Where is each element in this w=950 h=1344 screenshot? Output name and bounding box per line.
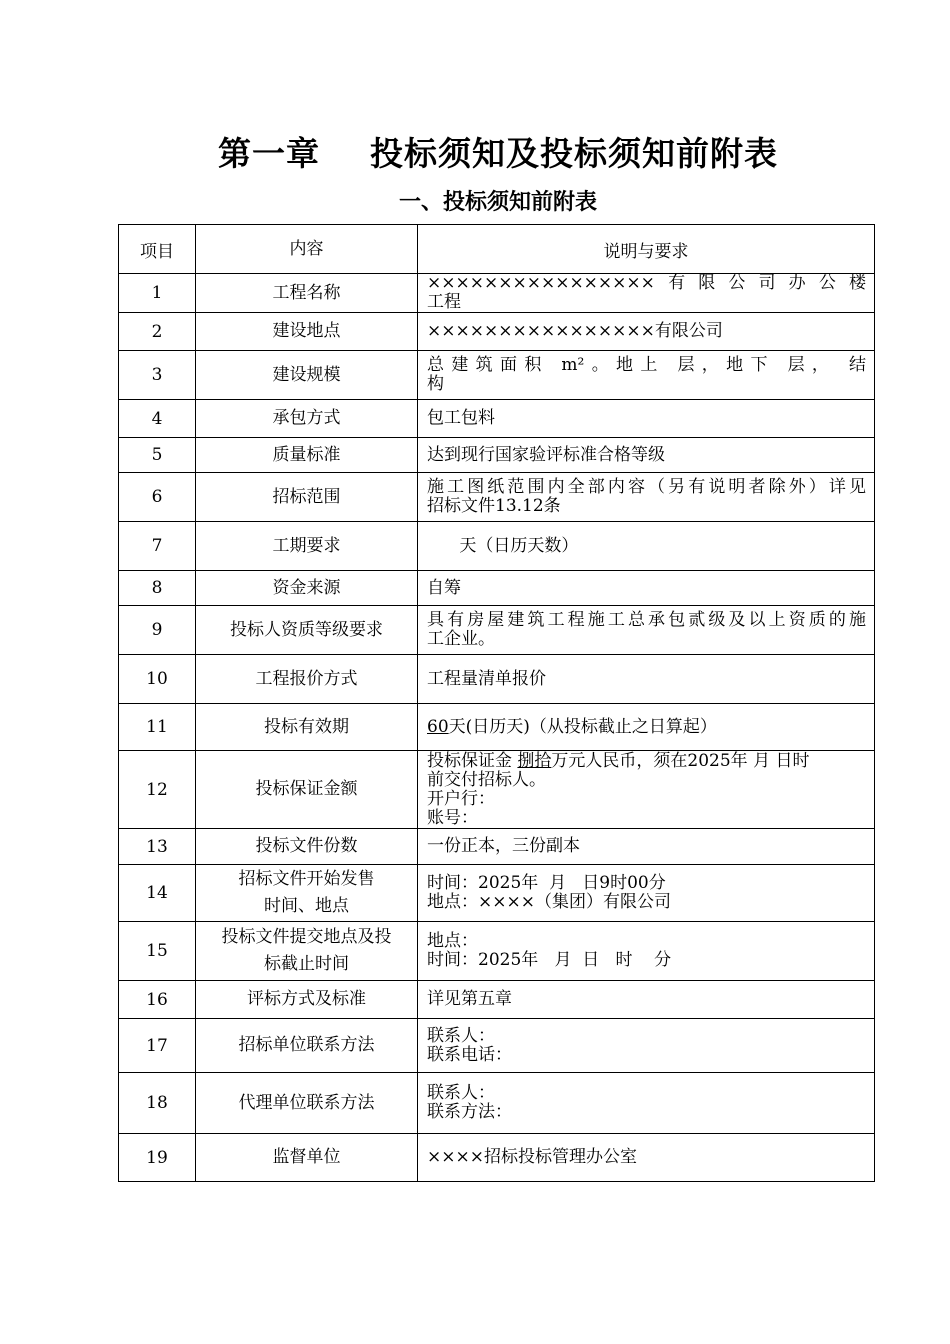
description-prefix: 投标保证金 bbox=[427, 750, 518, 771]
row-item bbox=[196, 1134, 418, 1182]
table-row bbox=[119, 655, 875, 704]
row-description bbox=[418, 1134, 875, 1182]
table-row bbox=[119, 981, 875, 1019]
description-line: 前交付招标人。 bbox=[427, 769, 546, 790]
item-line: 投标文件提交地点及投 bbox=[221, 927, 392, 947]
table-row bbox=[119, 571, 875, 606]
item-line: 招标文件开始发售 bbox=[238, 869, 375, 889]
table-row bbox=[119, 522, 875, 571]
item-line: 投标文件份数 bbox=[255, 836, 358, 856]
row-number: 8 bbox=[119, 571, 196, 606]
item-line: 质量标准 bbox=[272, 444, 341, 465]
row-number: 13 bbox=[119, 829, 196, 865]
row-number: 7 bbox=[119, 522, 196, 571]
row-number: 1 bbox=[119, 274, 196, 313]
description-line: 一份正本，三份副本 bbox=[427, 836, 580, 856]
table-row bbox=[119, 1073, 875, 1134]
description-line: 时间：2025年 月 日 时 分 bbox=[427, 950, 672, 970]
row-item bbox=[196, 829, 418, 865]
row-description bbox=[418, 473, 875, 522]
row-number: 6 bbox=[119, 473, 196, 522]
row-number: 19 bbox=[119, 1134, 196, 1182]
row-item bbox=[196, 351, 418, 400]
item-line: 资金来源 bbox=[272, 577, 341, 598]
description-line: ××××××××××××××××有限公司 bbox=[427, 321, 723, 341]
row-description bbox=[418, 400, 875, 438]
item-line: 评标方式及标准 bbox=[247, 989, 366, 1009]
tender-notice-table bbox=[118, 224, 875, 1182]
row-description bbox=[418, 571, 875, 606]
section-title: 一、投标须知前附表 bbox=[398, 189, 597, 215]
item-line: 建设规模 bbox=[272, 364, 341, 385]
description-line bbox=[427, 752, 866, 771]
description-line: 账号： bbox=[427, 807, 478, 828]
description-line: 详见第五章 bbox=[427, 989, 512, 1009]
table-row bbox=[119, 473, 875, 522]
description-line: 联系方法： bbox=[427, 1102, 512, 1122]
row-number: 10 bbox=[119, 655, 196, 704]
description-line: 联系人： bbox=[427, 1025, 495, 1046]
row-item bbox=[196, 751, 418, 829]
chapter-title: 第一章 投标须知及投标须知前附表 bbox=[218, 134, 778, 173]
row-description bbox=[418, 981, 875, 1019]
description-line: ××××招标投标管理办公室 bbox=[427, 1147, 637, 1167]
row-description bbox=[418, 1073, 875, 1134]
row-number: 4 bbox=[119, 400, 196, 438]
row-item bbox=[196, 606, 418, 655]
row-item bbox=[196, 522, 418, 571]
row-number: 9 bbox=[119, 606, 196, 655]
table-header-row bbox=[119, 225, 875, 274]
underlined-value: 捌拾 bbox=[517, 750, 552, 771]
row-number: 5 bbox=[119, 438, 196, 473]
description-rest: 万元人民币，须在2025年 月 日时 bbox=[551, 750, 810, 771]
row-item bbox=[196, 981, 418, 1019]
item-line: 投标有效期 bbox=[264, 716, 349, 737]
row-number: 17 bbox=[119, 1019, 196, 1073]
row-item bbox=[196, 922, 418, 981]
description-line: 工企业。 bbox=[427, 629, 495, 649]
row-item bbox=[196, 704, 418, 751]
row-item bbox=[196, 438, 418, 473]
item-line: 投标保证金额 bbox=[255, 779, 358, 799]
row-description bbox=[418, 922, 875, 981]
description-line: 总建筑面积 m²。地上 层，地下 层， 结 bbox=[427, 355, 866, 375]
table-row bbox=[119, 704, 875, 751]
description-line: 天（日历天数） bbox=[427, 535, 579, 556]
row-description bbox=[418, 829, 875, 865]
table-row bbox=[119, 313, 875, 351]
item-line: 承包方式 bbox=[272, 408, 341, 428]
description-line: 达到现行国家验评标准合格等级 bbox=[427, 444, 665, 465]
row-description bbox=[418, 351, 875, 400]
table-row bbox=[119, 438, 875, 473]
row-number: 12 bbox=[119, 751, 196, 829]
table-row bbox=[119, 865, 875, 922]
table-row bbox=[119, 922, 875, 981]
underlined-value: 60 bbox=[427, 716, 449, 737]
row-number: 18 bbox=[119, 1073, 196, 1134]
description-line: 联系人： bbox=[427, 1083, 495, 1103]
description-line: 施工图纸范围内全部内容（另有说明者除外）详见 bbox=[427, 477, 866, 497]
table-row bbox=[119, 751, 875, 829]
table-row bbox=[119, 829, 875, 865]
item-line: 时间、地点 bbox=[264, 896, 349, 916]
row-item bbox=[196, 1019, 418, 1073]
description-line: 联系电话： bbox=[427, 1044, 512, 1065]
description-rest: 天(日历天)（从投标截止之日算起） bbox=[448, 716, 717, 737]
table-row bbox=[119, 351, 875, 400]
description-line: ××××××××××××××××有限公司办公楼 bbox=[427, 273, 866, 293]
header-content: 内容 bbox=[196, 225, 418, 274]
table-row bbox=[119, 1019, 875, 1073]
description-line: 工程量清单报价 bbox=[427, 668, 546, 689]
row-description bbox=[418, 606, 875, 655]
row-number: 16 bbox=[119, 981, 196, 1019]
table-row bbox=[119, 1134, 875, 1182]
table-row bbox=[119, 274, 875, 313]
row-item bbox=[196, 1073, 418, 1134]
item-line: 招标单位联系方法 bbox=[238, 1035, 375, 1055]
row-number: 11 bbox=[119, 704, 196, 751]
description-line: 工程 bbox=[427, 292, 461, 312]
item-line: 标截止时间 bbox=[264, 954, 349, 974]
row-description bbox=[418, 438, 875, 473]
row-number: 14 bbox=[119, 865, 196, 922]
description-line: 地点：××××（集团）有限公司 bbox=[427, 892, 671, 912]
row-description bbox=[418, 704, 875, 751]
row-item bbox=[196, 571, 418, 606]
description-line: 开户行： bbox=[427, 788, 495, 809]
table-row bbox=[119, 606, 875, 655]
row-item bbox=[196, 400, 418, 438]
item-line: 工程名称 bbox=[272, 282, 341, 303]
description-line bbox=[427, 718, 866, 737]
item-line: 监督单位 bbox=[272, 1147, 341, 1167]
row-number: 2 bbox=[119, 313, 196, 351]
row-description bbox=[418, 522, 875, 571]
row-description bbox=[418, 655, 875, 704]
row-item bbox=[196, 865, 418, 922]
row-number: 3 bbox=[119, 351, 196, 400]
item-line: 招标范围 bbox=[272, 486, 341, 507]
row-item bbox=[196, 274, 418, 313]
description-line: 地点： bbox=[427, 931, 478, 951]
description-line: 包工包料 bbox=[427, 408, 495, 428]
item-line: 工期要求 bbox=[272, 535, 341, 556]
table-row bbox=[119, 400, 875, 438]
description-line: 招标文件13.12条 bbox=[427, 496, 561, 516]
row-item bbox=[196, 655, 418, 704]
header-item: 项目 bbox=[119, 225, 196, 274]
item-line: 建设地点 bbox=[272, 321, 341, 341]
row-description bbox=[418, 751, 875, 829]
item-line: 投标人资质等级要求 bbox=[230, 619, 383, 640]
description-line: 时间：2025年 月 日9时00分 bbox=[427, 873, 666, 893]
description-line: 构 bbox=[427, 374, 444, 394]
row-description bbox=[418, 274, 875, 313]
row-item bbox=[196, 313, 418, 351]
row-description bbox=[418, 1019, 875, 1073]
description-line: 自筹 bbox=[427, 577, 461, 598]
row-item bbox=[196, 473, 418, 522]
row-description bbox=[418, 313, 875, 351]
description-line: 具有房屋建筑工程施工总承包贰级及以上资质的施 bbox=[427, 610, 866, 630]
header-requirements: 说明与要求 bbox=[418, 225, 875, 274]
row-description bbox=[418, 865, 875, 922]
item-line: 代理单位联系方法 bbox=[238, 1092, 375, 1113]
row-number: 15 bbox=[119, 922, 196, 981]
item-line: 工程报价方式 bbox=[255, 668, 358, 689]
